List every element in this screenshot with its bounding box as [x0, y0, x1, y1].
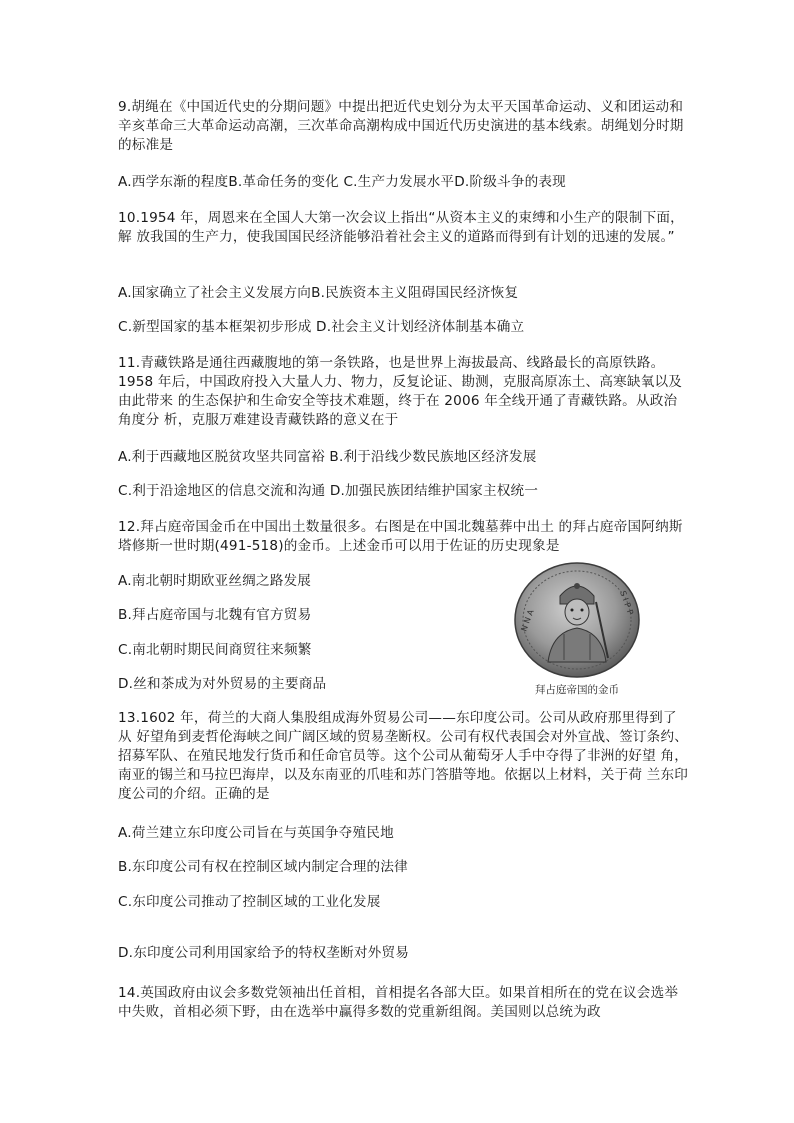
- question-13-option-c: C.东印度公司推动了控制区域的工业化发展: [118, 894, 381, 910]
- question-12-stem: 12.拜占庭帝国金币在中国出土数量很多。右图是在中国北魏墓葬中出土 的拜占庭帝国阿纳斯塔修斯一世时期(491-518)的金币。上述金币可以用于佐证的历史现象是: [118, 519, 683, 554]
- byzantine-coin-image: [512, 562, 642, 680]
- question-10-options-ab: A.国家确立了社会主义发展方向B.民族资本主义阻碍国民经济恢复: [118, 285, 519, 301]
- question-12-option-a: A.南北朝时期欧亚丝绸之路发展: [118, 573, 312, 589]
- question-9-options: A.西学东渐的程度B.革命任务的变化 C.生产力发展水平D.阶级斗争的表现: [118, 174, 566, 190]
- question-11-stem: 11.青藏铁路是通往西藏腹地的第一条铁路，也是世界上海拔最高、线路最长的高原铁路。1958 年后，中国政府投入大量人力、物力，反复论证、勘测，克服高原冻土、高寒缺氧以及由此带来 的生态保护和生命安全等技术难题，终于在 2006 年全线开通了青藏铁路。从政治角度分 析，克服万难建设青藏铁路的意义在于: [118, 355, 683, 428]
- question-13-option-d: D.东印度公司利用国家给予的特权垄断对外贸易: [118, 945, 410, 961]
- question-13-option-b: B.东印度公司有权在控制区域内制定合理的法律: [118, 859, 408, 875]
- byzantine-coin-figure: [512, 562, 642, 694]
- question-11-options-cd: C.利于沿途地区的信息交流和沟通 D.加强民族团结维护国家主权统一: [118, 483, 539, 499]
- question-10-stem: 10.1954 年，周恩来在全国人大第一次会议上指出“从资本主义的束缚和小生产的限制下面，解 放我国的生产力，使我国国民经济能够沿着社会主义的道路而得到有计划的迅速的发展。”: [118, 210, 684, 245]
- question-11-options-ab: A.利于西藏地区脱贫攻坚共同富裕 B.利于沿线少数民族地区经济发展: [118, 449, 537, 465]
- question-12-option-c: C.南北朝时期民间商贸往来频繁: [118, 642, 312, 658]
- question-14-stem: 14.英国政府由议会多数党领袖出任首相，首相提名各部大臣。如果首相所在的党在议会选举中失败，首相必须下野，由在选举中赢得多数的党重新组阁。美国则以总统为政: [118, 985, 679, 1020]
- question-12-option-b: B.拜占庭帝国与北魏有官方贸易: [118, 607, 312, 623]
- question-9-stem: 9.胡绳在《中国近代史的分期问题》中提出把近代史划分为太平天国革命运动、义和团运动和辛亥革命三大革命运动高潮，三次革命高潮构成中国近代历史演进的基本线索。胡绳划分时期 的标准是: [118, 99, 684, 153]
- question-12-option-d: D.丝和茶成为对外贸易的主要商品: [118, 676, 327, 692]
- question-13-option-a: A.荷兰建立东印度公司旨在与英国争夺殖民地: [118, 825, 394, 841]
- svg-text:S I P P: S I P P: [618, 589, 636, 616]
- question-13-stem: 13.1602 年，荷兰的大商人集股组成海外贸易公司——东印度公司。公司从政府那里得到了从 好望角到麦哲伦海峡之间广阔区域的贸易垄断权。公司有权代表国会对外宣战、签订条约、 招募军队、在殖民地发行货币和任命官员等。这个公司从葡萄牙人手中夺得了非洲的好望 角，南亚的锡兰和马拉巴海岸，以及东南亚的爪哇和苏门答腊等地。依据以上材料，关于荷 兰东印度公司的介绍。正确的是: [118, 710, 689, 802]
- question-10-options-cd: C.新型国家的基本框架初步形成 D.社会主义计划经济体制基本确立: [118, 319, 525, 335]
- coin-caption: 拜占庭帝国的金币: [535, 684, 619, 696]
- svg-text:N N A: N N A: [519, 608, 536, 633]
